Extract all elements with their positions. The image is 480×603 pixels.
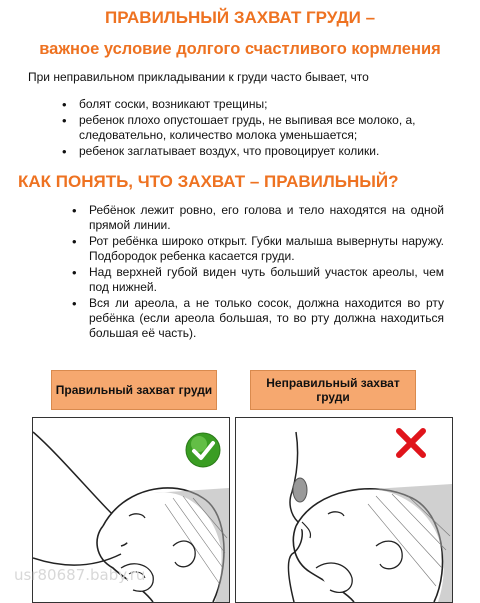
checklist	[72, 203, 444, 342]
list-item: • Рот ребёнка широко открыт. Губки малыша вывернуты наружу. Подбородок ребенка касается груди.	[72, 234, 444, 264]
cross-icon	[394, 426, 428, 460]
correct-latch-label: Правильный захват груди	[51, 370, 217, 410]
section-heading: КАК ПОНЯТЬ, ЧТО ЗАХВАТ – ПРАВИЛЬНЫЙ?	[18, 172, 399, 191]
list-item: • ребенок заглатывает воздух, что провоцирует колики.	[62, 144, 442, 159]
incorrect-latch-label: Неправильный захват груди	[250, 370, 416, 410]
intro-text: При неправильном прикладывании к груди часто бывает, что	[28, 70, 369, 84]
page-subtitle: важное условие долгого счастливого кормления	[39, 40, 441, 58]
page-title: ПРАВИЛЬНЫЙ ЗАХВАТ ГРУДИ –	[104, 8, 376, 27]
list-item: • болят соски, возникают трещины;	[62, 97, 442, 112]
list-item: • ребенок плохо опустошает грудь, не выпивая все молоко, а, следовательно, количество молока уменьшается;	[62, 113, 442, 143]
list-item: • Над верхней губой виден чуть больший участок ареолы, чем под нижней.	[72, 265, 444, 295]
watermark: usr80687.baby.ru	[14, 566, 146, 584]
problems-list	[62, 97, 442, 160]
checkmark-icon	[185, 432, 221, 468]
list-item: • Ребёнок лежит ровно, его голова и тело находятся на одной прямой линии.	[72, 203, 444, 233]
list-item: • Вся ли ареола, а не только сосок, должна находится во рту ребёнка (если ареола большая, то во рту должна находиться большая её часть).	[72, 296, 444, 341]
incorrect-latch-illustration	[235, 417, 453, 603]
